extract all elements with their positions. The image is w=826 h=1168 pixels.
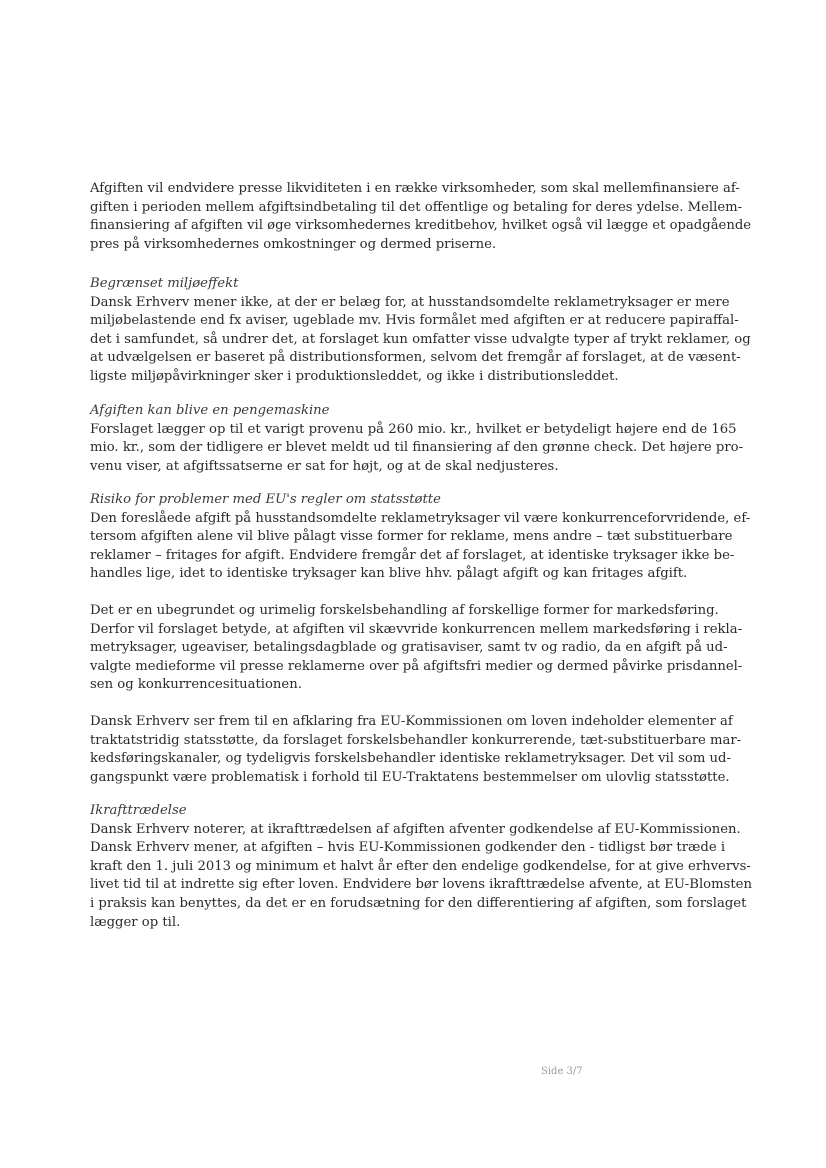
paragraph — [90, 421, 743, 477]
text-line: ligste miljøpåvirkninger sker i produktionsleddet, og ikke i distributionsleddet. — [90, 368, 619, 384]
paragraph — [90, 510, 750, 584]
section-heading: Risiko for problemer med EU's regler om statsstøtte — [90, 492, 441, 507]
text-line: Afgiften vil endvidere presse likviditeten i en række virksomheder, som skal mellemfinansiere af- — [90, 181, 740, 196]
text-line: at udvælgelsen er baseret på distributionsformen, selvom det fremgår af forslaget, at de væsent- — [90, 350, 741, 366]
text-line: mio. kr., som der tidligere er blevet meldt ud til finansiering af den grønne check. Det højere pro- — [90, 440, 744, 456]
text-line: Dansk Erhverv ser frem til en afklaring fra EU-Kommissionen om loven indeholder elementer af — [90, 713, 733, 729]
section-heading: Ikrafttrædelse — [90, 803, 187, 818]
section-state-aid — [90, 491, 750, 787]
text-line: miljøbelastende end fx aviser, ugeblade mv. Hvis formålet med afgiften er at reducere papiraffal- — [90, 313, 739, 329]
section-revenue — [90, 402, 743, 476]
text-line: gangspunkt være problematisk i forhold til EU-Traktatens bestemmelser om ulovlig statsstøtte. — [90, 769, 730, 785]
page-number: Side 3/7 — [541, 1066, 583, 1077]
text-line: pres på virksomhedernes omkostninger og dermed priserne. — [90, 236, 497, 252]
text-line: Den foreslåede afgift på husstandsomdelte reklametryksager vil være konkurrenceforvridende, ef- — [90, 510, 751, 526]
text-line: handles lige, idet to identiske tryksager kan blive hhv. pålagt afgift og kan fritages afgift. — [90, 566, 688, 582]
paragraph — [90, 602, 750, 695]
text-line: kraft den 1. juli 2013 og minimum et halvt år efter den endelige godkendelse, for at give erhvervs- — [90, 858, 751, 874]
paragraph — [90, 180, 751, 254]
section-liquidity — [90, 180, 751, 254]
text-line: i praksis kan benyttes, da det er en forudsætning for den differentiering af afgiften, som forslaget — [90, 895, 747, 911]
text-line: Derfor vil forslaget betyde, at afgiften vil skævvride konkurrencen mellem markedsføring i rekla- — [90, 621, 743, 637]
text-line: reklamer – fritages for afgift. Endvidere fremgår det af forslaget, at identiske tryksager ikke be- — [90, 547, 735, 563]
text-line: livet tid til at indrette sig efter loven. Endvidere bør lovens ikrafttrædelse afvente, at EU-Blomsten — [90, 877, 752, 893]
text-line: traktatstridig statsstøtte, da forslaget forskelsbehandler konkurrerende, tæt-substituerbare mar- — [90, 732, 742, 748]
text-line: Dansk Erhverv noterer, at ikrafttrædelsen af afgiften afventer godkendelse af EU-Kommissionen. — [90, 821, 741, 837]
text-line: finansiering af afgiften vil øge virksomhedernes kreditbehov, hvilket også vil lægge et opadgående — [90, 218, 752, 234]
text-line: giften i perioden mellem afgiftsindbetaling til det offentlige og betaling for deres ydelse. Mellem- — [90, 199, 743, 215]
text-line: metryksager, ugeaviser, betalingsdagblade og gratisaviser, samt tv og radio, da en afgift på ud- — [90, 640, 728, 656]
section-heading: Afgiften kan blive en pengemaskine — [90, 403, 330, 418]
section-commencement — [90, 802, 752, 932]
text-line: det i samfundet, så undrer det, at forslaget kun omfatter visse udvalgte typer af trykt reklamer, og — [90, 331, 751, 347]
paragraph — [90, 821, 752, 933]
text-line: sen og konkurrencesituationen. — [90, 677, 302, 693]
text-line: valgte medieforme vil presse reklamerne over på afgiftsfri medier og dermed påvirke prisdannel- — [90, 658, 743, 674]
paragraph — [90, 713, 750, 787]
text-line: Det er en ubegrundet og urimelig forskelsbehandling af forskellige former for markedsføring. — [90, 602, 719, 618]
text-line: Forslaget lægger op til et varigt provenu på 260 mio. kr., hvilket er betydeligt højere end de 165 — [90, 421, 737, 437]
text-line: lægger op til. — [90, 914, 181, 930]
text-line: tersom afgiften alene vil blive pålagt visse former for reklame, mens andre – tæt substituerbare — [90, 529, 733, 545]
text-line: kedsføringskanaler, og tydeligvis forskelsbehandler identiske reklametryksager. Det vil som ud- — [90, 751, 731, 767]
section-heading: Begrænset miljøeffekt — [90, 276, 239, 291]
text-line: venu viser, at afgiftssatserne er sat for højt, og at de skal nedjusteres. — [90, 458, 559, 474]
text-line: Dansk Erhverv mener ikke, at der er belæg for, at husstandsomdelte reklametryksager er mere — [90, 294, 730, 310]
text-line: Dansk Erhverv mener, at afgiften – hvis EU-Kommissionen godkender den - tidligst bør træde i — [90, 840, 726, 856]
paragraph — [90, 294, 751, 387]
section-environment — [90, 275, 751, 387]
